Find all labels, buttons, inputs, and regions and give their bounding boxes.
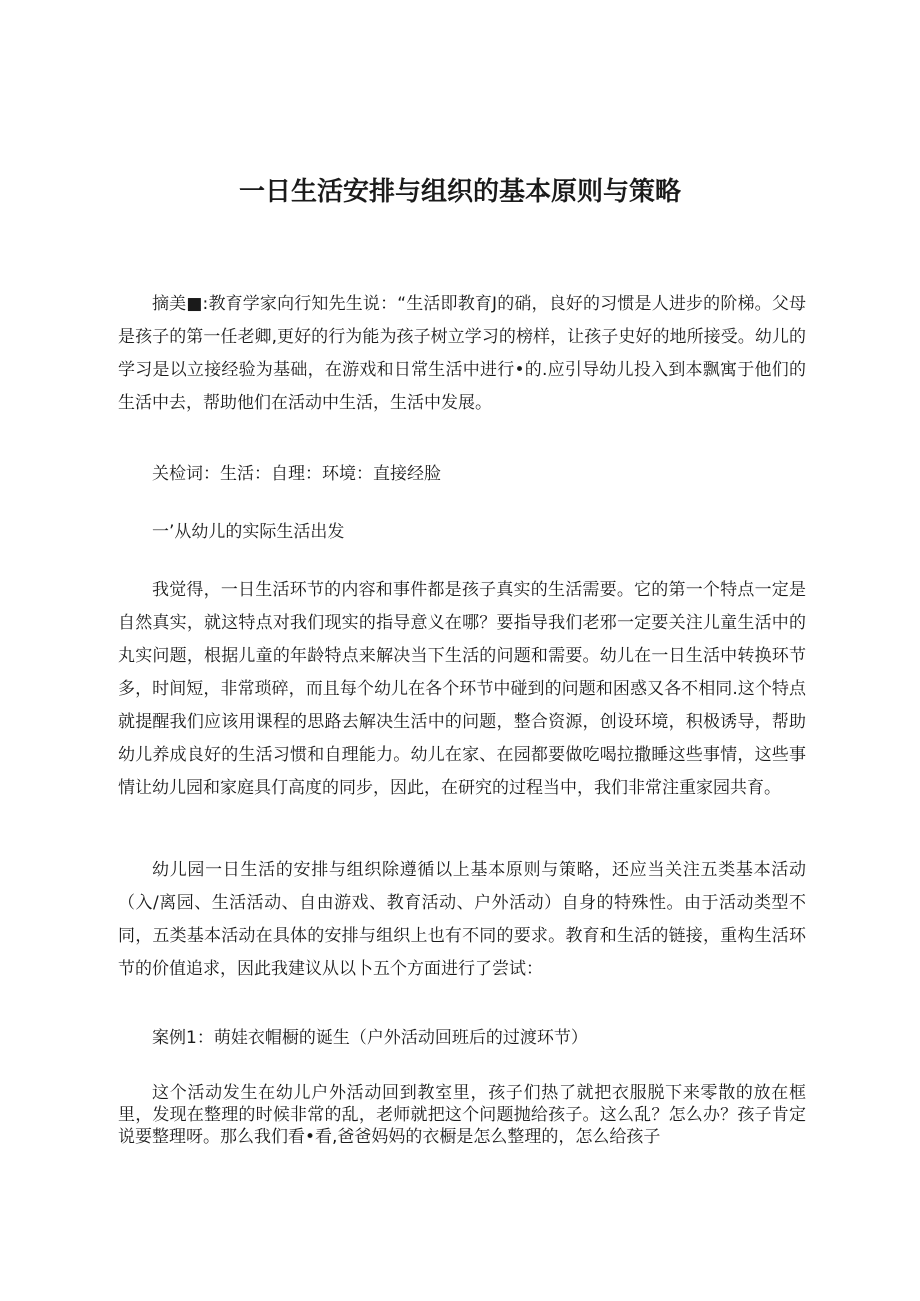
body-paragraph-1: 我觉得，一日生活环节的内容和事件都是孩子真实的生活需要。它的第一个特点一定是自然真实，就这特点对我们现实的指导意义在哪？要指导我们老邪一定要关注儿童生活中的丸实问题，根据儿童的年龄特点来解决当下生活的问题和需要。幼儿在一日生活中转换环节多，时间短，非常琐碎，而且每个幼儿在各个环节中碰到的问题和困惑又各不相同.这个特点就提醒我们应该用课程的思路去解决生活中的问题，整合资源，创设环境，积极诱导，帮助幼儿养成良好的生活习惯和自理能力。幼儿在家、在园都要做吃喝拉撒睡这些事情，这些事情让幼儿园和家庭具仃高度的同步，因此，在研究的过程当中，我们非常注重家园共育。	[118, 580, 806, 798]
body-paragraph-2: 幼儿园一日生活的安排与组织除遵循以上基本原则与策略，还应当关注五类基本活动（入/离园、生活活动、自由游戏、教育活动、户外活动）自身的特殊性。由于活动类型不同，五类基本活动在具体的安排与组织上也有不同的要求。教育和生活的链接，重构生活环节的价值追求，因此我建议从以卜五个方面进行了尝试：	[118, 860, 806, 979]
abstract-paragraph: 摘美■:教育学家向行知先生说：“生活即教育J的硝，良好的习惯是人进步的阶梯。父母是孩子的第一任老卿,更好的行为能为孩子树立学习的榜样，让孩子史好的地所接受。幼儿的学习是以立接经验为基础，在游戏和日常生活中进行•的.应引导幼儿投入到本飘寓于他们的生活中去，帮助他们在活动中生活，生活中发展。	[118, 294, 806, 413]
document-title: 一日生活安排与组织的基本原则与策略	[238, 177, 681, 207]
section-heading-1: 一’从幼儿的实际生活出发	[152, 522, 345, 542]
body-paragraph-3: 这个活动发生在幼儿户外活动回到教室里，孩子们热了就把衣服脱下来零散的放在框里，发现在整理的时候非常的乱，老师就把这个问题抛给孩子。这么乱？怎么办？孩子肯定说要整理呀。那么我们看•看,爸爸妈妈的衣橱是怎么整理的，怎么给孩子	[118, 1083, 806, 1147]
keywords-line: 关检词：生活：自理：环境：直接经脸	[152, 464, 441, 484]
case-heading-1: 案例1：萌娃衣帽橱的诞生（户外活动回班后的过渡环节）	[152, 1028, 588, 1048]
